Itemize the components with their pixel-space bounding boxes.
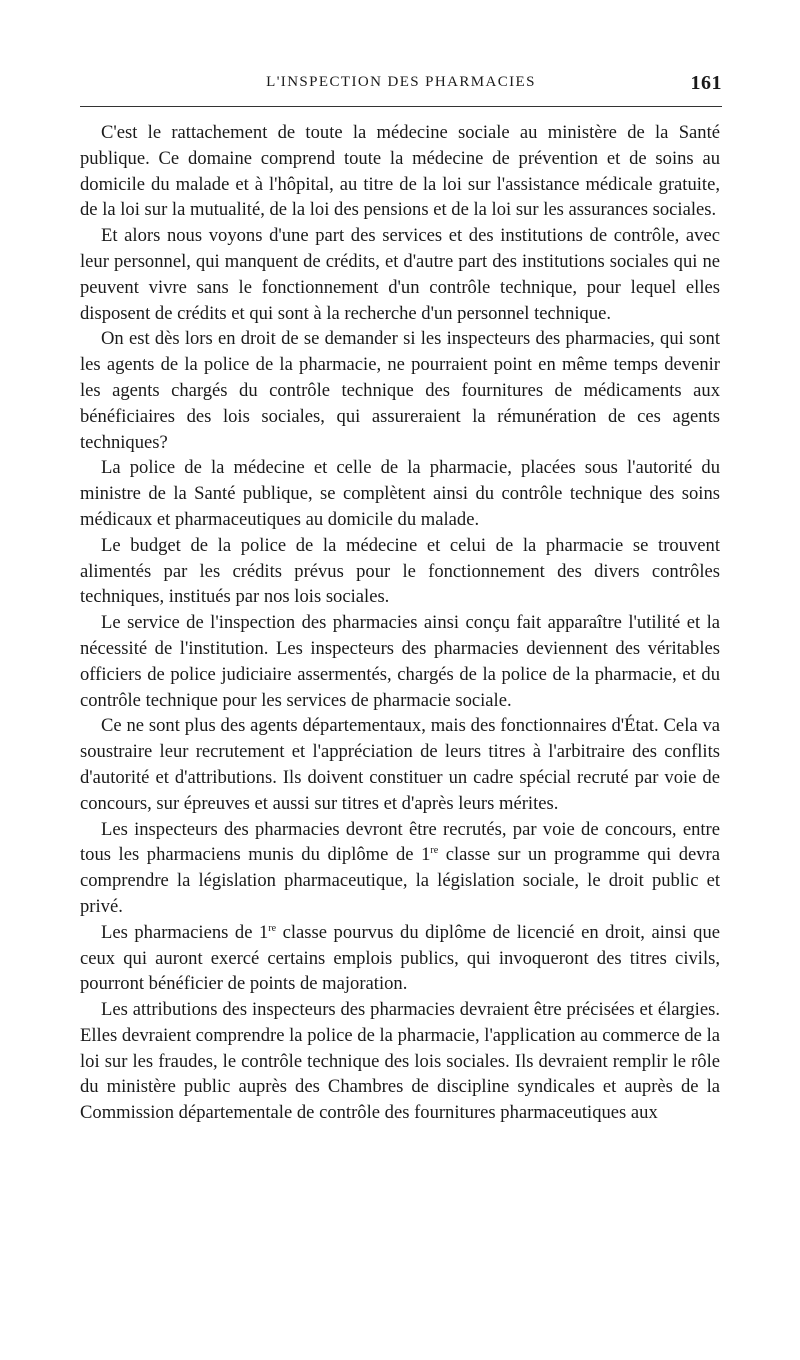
paragraph: Le budget de la police de la médecine et celui de la pharmacie se trouvent alimentés par les crédits prévus pour le fonctionnement des divers contrôles techniques, institués par nos lois sociales. [80,534,720,608]
paragraph-text: Les pharmaciens de 1 [101,921,269,943]
paragraph-text: classe sur un programme qui devra comprendre la législation pharmaceutique, la législation sociale, le droit public et privé. [80,844,720,917]
ordinal-superscript: re [268,922,277,934]
paragraph [80,920,720,997]
running-header [80,72,722,100]
paragraph: Et alors nous voyons d'une part des services et des institutions de contrôle, avec leur personnel, qui manquent de crédits, et d'autre part des institutions sociales qui ne peuvent vivre sans le fonctionnement d'un contrôle technique, pour lequel elles disposent de crédits et qui sont à la recherche d'un personnel technique. [80,225,720,324]
paragraph [80,817,720,920]
paragraph: On est dès lors en droit de se demander si les inspecteurs des pharmacies, qui sont les agents de la police de la pharmacie, ne pourraient point en même temps devenir les agents chargés du contrôle technique des fournitures de médicaments aux bénéficiaires des lois sociales, qui assureraient la rémunération de ces agents techniques? [80,328,720,453]
paragraph: C'est le rattachement de toute la médecine sociale au ministère de la Santé publique. Ce domaine comprend toute la médecine de prévention et de soins au domicile du malade et à l'hôpital, au titre de la loi sur l'assistance médicale gratuite, de la loi sur la mutualité, de la loi des pensions et de la loi sur les assurances sociales. [80,122,720,221]
paragraph: Le service de l'inspection des pharmacies ainsi conçu fait apparaître l'utilité et la nécessité de l'institution. Les inspecteurs des pharmacies deviennent des véritables officiers de police judiciaire assermentés, chargés de la police de la pharmacie, et du contrôle technique pour les services de pharmacie sociale. [80,612,720,711]
running-title: L'INSPECTION DES PHARMACIES [266,74,536,90]
paragraph: La police de la médecine et celle de la pharmacie, placées sous l'autorité du ministre de la Santé publique, se complètent ainsi du contrôle technique des soins médicaux et pharmaceutiques au domicile du malade. [80,457,720,530]
header-rule [80,106,722,107]
page-number: 161 [690,72,722,94]
body-text [80,120,720,1126]
paragraph-text: Les inspecteurs des pharmacies devront être recrutés, par voie de concours, entre tous les pharmaciens munis du diplôme de 1 [80,818,720,866]
paragraph-text: classe pourvus du diplôme de licencié en droit, ainsi que ceux qui auront exercé certains emplois publics, qui invoqueront des titres civils, pourront bénéficier de points de majoration. [80,921,720,995]
ordinal-superscript: re [430,845,439,857]
paragraph: Les attributions des inspecteurs des pharmacies devraient être précisées et élargies. Elles devraient comprendre la police de la pharmacie, l'application au commerce de la loi sur les fraudes, le contrôle technique des lois sociales. Ils devraient remplir le rôle du ministère public auprès des Chambres de discipline syndicales et auprès de la Commission départementale de contrôle des fournitures pharmaceutiques aux [80,999,720,1124]
paragraph: Ce ne sont plus des agents départementaux, mais des fonctionnaires d'État. Cela va soustraire leur recrutement et l'appréciation de leurs titres à l'arbitraire des conflits d'autorité et d'attributions. Ils doivent constituer un cadre spécial recruté par voie de concours, sur épreuves et aussi sur titres et d'après leurs mérites. [80,715,720,814]
